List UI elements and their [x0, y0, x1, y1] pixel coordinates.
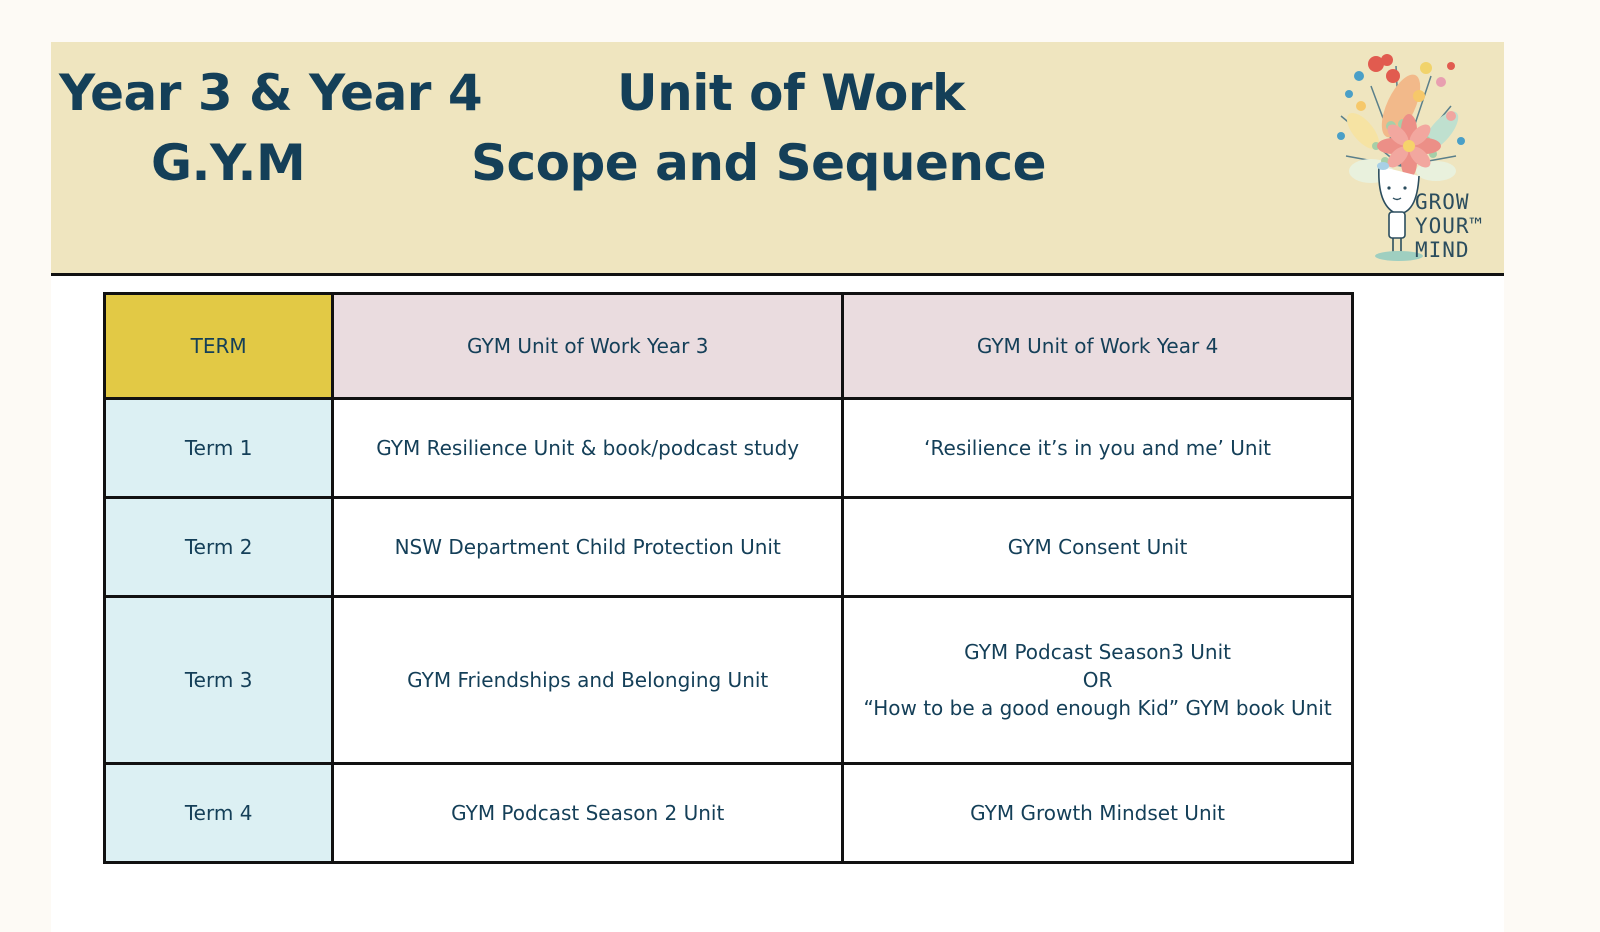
year4-cell: GYM Consent Unit: [843, 498, 1353, 597]
header-year4: GYM Unit of Work Year 4: [843, 294, 1353, 399]
year4-option-1: GYM Podcast Season3 Unit: [964, 640, 1231, 664]
table-row: [105, 399, 1353, 498]
year4-or-separator: OR: [1082, 668, 1113, 692]
year4-cell: ‘Resilience it’s in you and me’ Unit: [843, 399, 1353, 498]
title-gym: G.Y.M: [151, 134, 306, 192]
term-cell: Term 2: [105, 498, 333, 597]
table-header-row: [105, 294, 1353, 399]
table-row: [105, 764, 1353, 863]
term-cell: Term 3: [105, 597, 333, 764]
term-cell: Term 1: [105, 399, 333, 498]
title-unit-of-work: Unit of Work: [617, 64, 965, 122]
grow-your-mind-logo-text: [1415, 190, 1483, 262]
term-cell: Term 4: [105, 764, 333, 863]
year4-cell: [843, 597, 1353, 764]
header-term: TERM: [105, 294, 333, 399]
table-row: [105, 498, 1353, 597]
title-year: Year 3 & Year 4: [59, 64, 483, 122]
header-year3: GYM Unit of Work Year 3: [333, 294, 843, 399]
year3-cell: GYM Podcast Season 2 Unit: [333, 764, 843, 863]
year4-cell: GYM Growth Mindset Unit: [843, 764, 1353, 863]
year3-cell: GYM Resilience Unit & book/podcast study: [333, 399, 843, 498]
year3-cell: NSW Department Child Protection Unit: [333, 498, 843, 597]
table-row: [105, 597, 1353, 764]
logo-text-line1: GROW: [1415, 190, 1470, 214]
scope-sequence-table: [103, 292, 1354, 864]
header-banner: [51, 42, 1504, 276]
year3-cell: GYM Friendships and Belonging Unit: [333, 597, 843, 764]
year4-option-2: “How to be a good enough Kid” GYM book Unit: [863, 696, 1332, 720]
logo-text-line3: MIND: [1415, 238, 1470, 262]
title-scope-sequence: Scope and Sequence: [471, 134, 1047, 192]
logo-text-line2: YOUR™: [1415, 214, 1484, 238]
